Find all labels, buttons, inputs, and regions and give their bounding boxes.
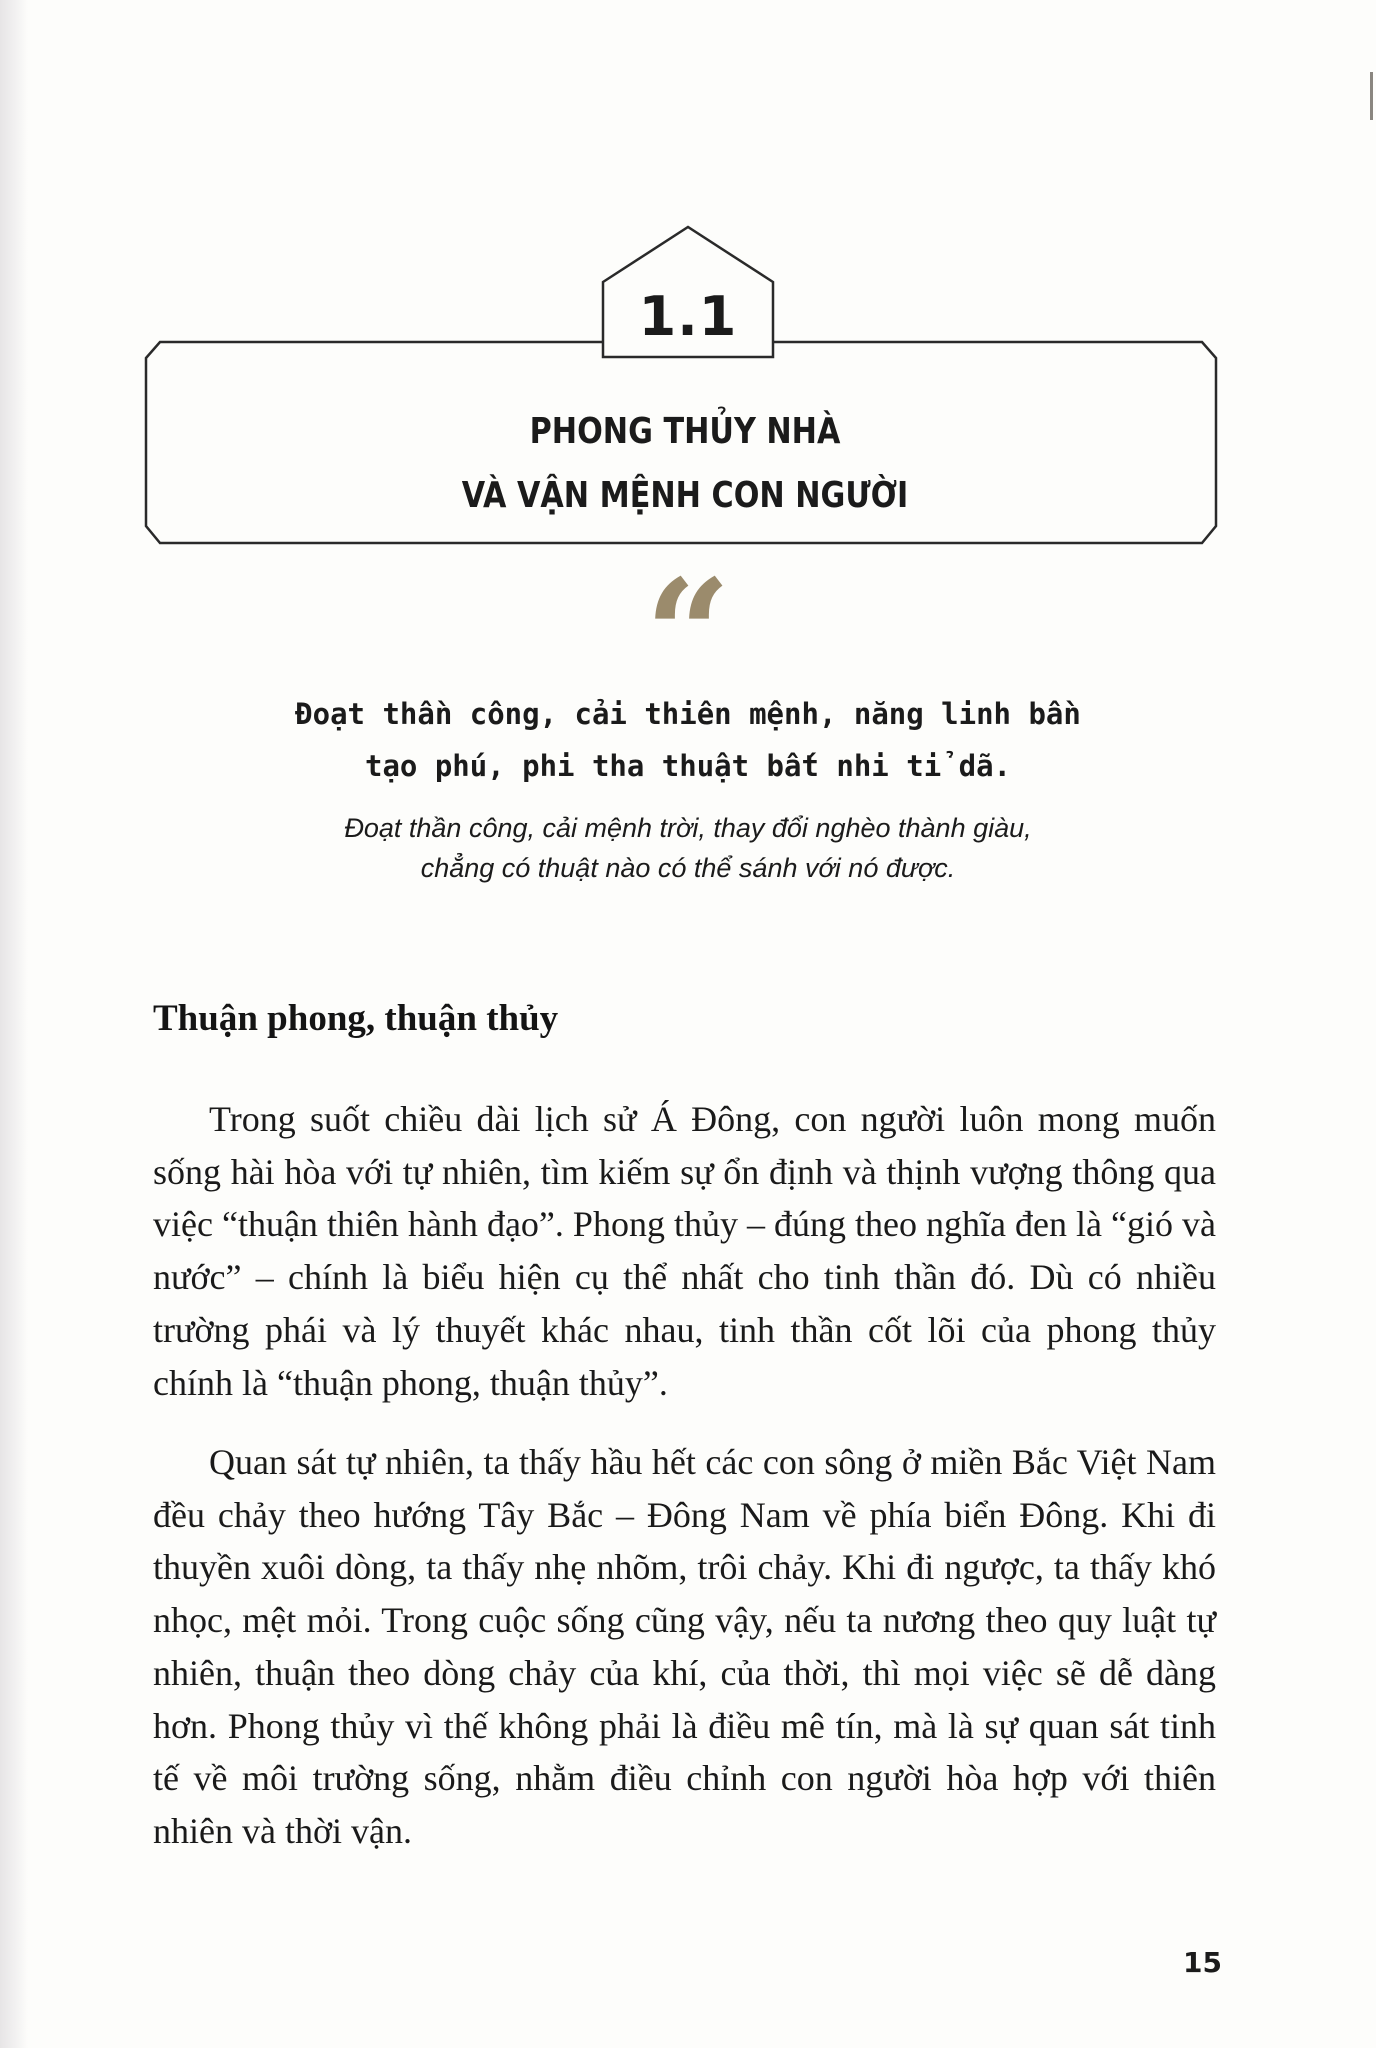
quote-mark-icon: “ <box>644 547 732 723</box>
quote-translation <box>150 808 1226 888</box>
quote-original-line-2: tạo phú, phi tha thuật bất nhi tỉ dã. <box>364 749 1011 783</box>
page-number: 15 <box>1183 1946 1222 1979</box>
chapter-title-line-2: VÀ VẬN MỆNH CON NGƯỜI <box>461 475 909 516</box>
quote-translation-line-1: Đoạt thần công, cải mệnh trời, thay đổi nghèo thành giàu, <box>344 813 1032 843</box>
section-heading: Thuận phong, thuận thủy <box>153 998 559 1039</box>
quote-original-line-1: Đoạt thần công, cải thiên mệnh, năng linh bần <box>295 697 1081 731</box>
quote-original <box>150 688 1226 792</box>
quote-translation-line-2: chẳng có thuật nào có thể sánh với nó được. <box>420 853 956 883</box>
body-paragraph: Quan sát tự nhiên, ta thấy hầu hết các con sông ở miền Bắc Việt Nam đều chảy theo hướng Tây Bắc – Đông Nam về phía biển Đông. Khi đi thuyền xuôi dòng, ta thấy nhẹ nhõm, trôi chảy. Khi đi ngược, ta thấy khó nhọc, mệt mỏi. Trong cuộc sống cũng vậy, nếu ta nương theo quy luật tự nhiên, thuận theo dòng chảy của khí, của thời, thì mọi việc sẽ dễ dàng hơn. Phong thủy vì thế không phải là điều mê tín, mà là sự quan sát tinh tế về môi trường sống, nhằm điều chỉnh con người hòa hợp với thiên nhiên và thời vận. <box>153 1442 1216 1851</box>
body-paragraph: Trong suốt chiều dài lịch sử Á Đông, con người luôn mong muốn sống hài hòa với tự nhiên, tìm kiếm sự ổn định và thịnh vượng thông qua việc “thuận thiên hành đạo”. Phong thủy – đúng theo nghĩa đen là “gió và nước” – chính là biểu hiện cụ thể nhất cho tinh thần đó. Dù có nhiều trường phái và lý thuyết khác nhau, tinh thần cốt lõi của phong thủy chính là “thuận phong, thuận thủy”. <box>153 1099 1216 1403</box>
chapter-number: 1.1 <box>638 285 738 348</box>
chapter-title-line-1: PHONG THỦY NHÀ <box>529 411 841 452</box>
chapter-title <box>236 400 1135 528</box>
